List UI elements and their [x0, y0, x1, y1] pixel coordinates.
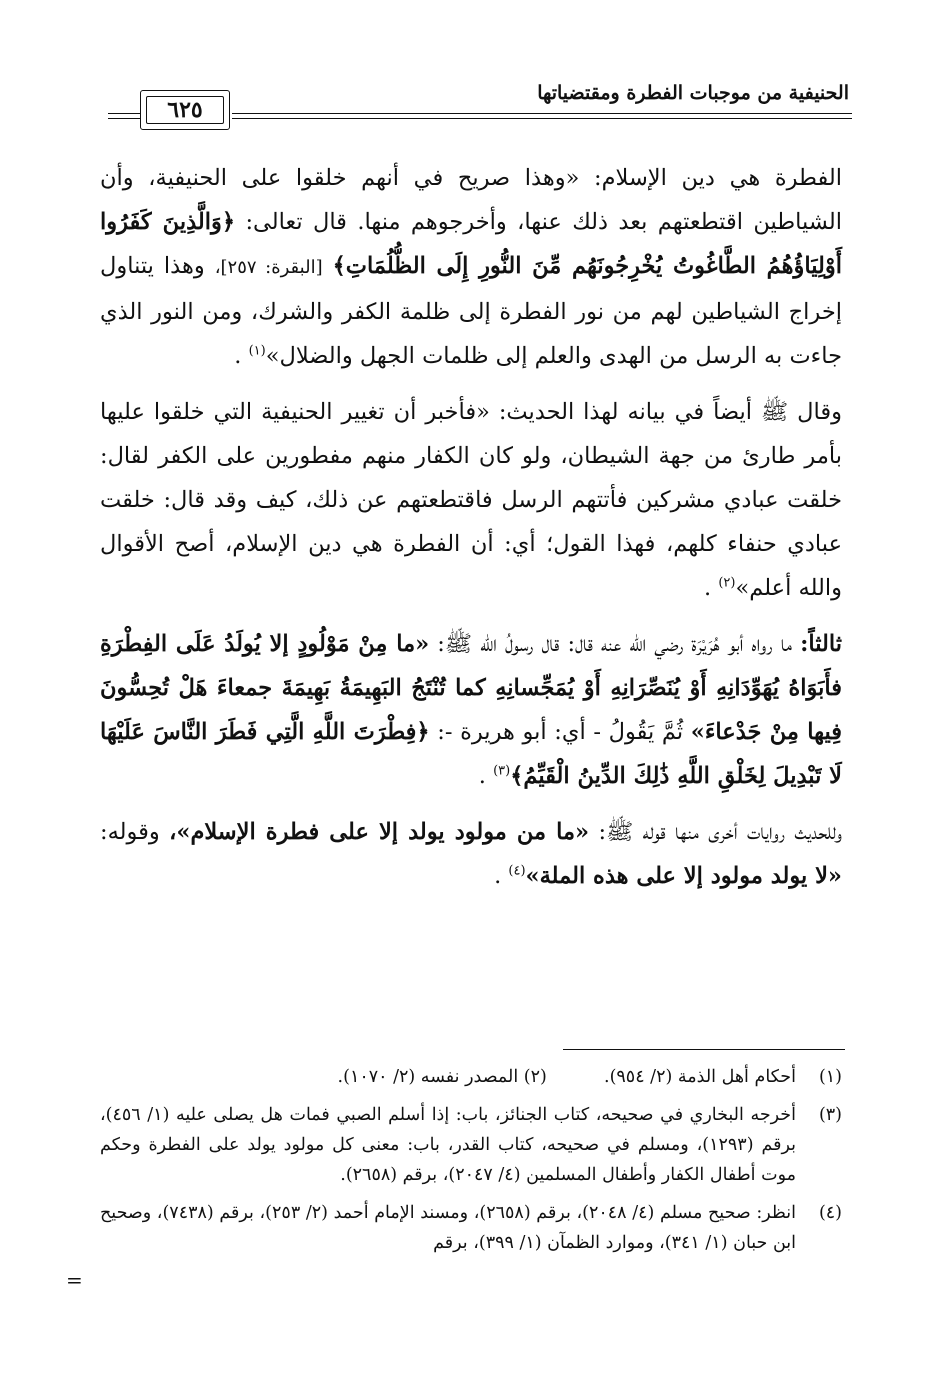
page-number-inner-frame: [146, 96, 224, 124]
header-rule-left: [108, 113, 140, 114]
hadith-variant-2: «لا يولد مولود إلا على هذه الملة»: [525, 863, 842, 889]
paragraph-3-text: ما رواه أبو هُرَيْرَة رضي الله عنه قال: قال رسولُ الله ﷺ:: [437, 631, 792, 657]
page-number-frame: [140, 90, 230, 130]
paragraph-4-end: .: [494, 863, 502, 889]
footnote-ref-3[interactable]: (٣): [493, 763, 511, 779]
footnote-separator: [563, 1049, 845, 1050]
paragraph-1: [100, 156, 842, 378]
hadith-text: «ما مِنْ مَوْلُودٍ إلا يُولَدُ عَلَى الفِطْرَةِ فأَبَوَاهُ يُهَوِّدَانِهِ أَوْ يُنَصِّرَانِهِ أَوْ يُمَجِّسانِهِ كما تُنْتَجُ البَهِيمَةُ بَهِيمَةَ جمعاءَ هَلْ تُحِسُّونَ فِيها مِنْ جَدْعاءَ»: [100, 631, 843, 745]
paragraph-2: [100, 390, 842, 610]
paragraph-3-text-2: ثُمَّ يَقُولُ - أي: أبو هريرة -:: [437, 719, 684, 745]
paragraph-3: [100, 622, 842, 798]
header-rule-thin: [232, 118, 852, 119]
footnote-text: أحكام أهل الذمة (٢/ ٩٥٤).: [604, 1067, 796, 1087]
paragraph-3-lead: ثالثاً:: [800, 631, 842, 657]
page-number: ٦٢٥: [167, 97, 203, 123]
header-rule: [232, 113, 852, 114]
footnote-text: أخرجه البخاري في صحيحه، كتاب الجنائز، باب: إذا أسلم الصبي فمات هل يصلى عليه (١/ ٤٥٦)، برقم (١٢٩٣)، ومسلم في صحيحه، كتاب القدر، باب: معنى كل مولود يولد على الفطرة وحكم موت أطفال الكفار وأطفال المسلمين (٤/ ٢٠٤٧)، برقم (٢٦٥٨).: [100, 1105, 796, 1185]
quran-verse-1: ﴿وَالَّذِينَ كَفَرُوا أَوْلِيَاؤُهُمُ الطَّاغُوتُ يُخْرِجُونَهُم مِّنَ النُّورِ إِلَى الظُّلُمَاتِ﴾: [100, 209, 842, 279]
paragraph-3-end: .: [478, 763, 486, 789]
footnote-ref-1[interactable]: (١): [248, 343, 266, 359]
paragraph-4: [100, 810, 842, 898]
footnote-number: (٢): [523, 1067, 547, 1087]
footnote-4: [100, 1198, 842, 1258]
quran-verse-2: ﴿فِطْرَتَ اللَّهِ الَّتِي فَطَرَ النَّاسَ عَلَيْهَا لَا تَبْدِيلَ لِخَلْقِ اللَّهِ ذَٰلِكَ الدِّينُ الْقَيِّمُ﴾: [100, 719, 842, 789]
footnote-text: انظر: صحيح مسلم (٤/ ٢٠٤٨)، برقم (٢٦٥٨)، ومسند الإمام أحمد (٢/ ٢٥٣)، برقم (٧٤٣٨)، وصحيح ابن حبان (١/ ٣٤١)، وموارد الظمآن (١/ ٣٩٩)، برقم: [100, 1203, 797, 1253]
paragraph-1-text: الفطرة هي دين الإسلام: «وهذا صريح في أنهم خلقوا على الحنيفية، وأن الشياطين اقتطعتهم بعد ذلك عنها، وأخرجوهم منها. قال تعالى:: [100, 165, 842, 235]
continuation-mark: =: [66, 1268, 83, 1292]
footnote-ref-2[interactable]: (٢): [718, 575, 736, 591]
verse-reference: [البقرة: ٢٥٧]،: [214, 257, 323, 278]
footnote-1-2: [100, 1062, 842, 1092]
footnotes: [100, 1062, 842, 1258]
footnote-number: (١): [818, 1067, 842, 1087]
paragraph-2-text: وقال ﷺ أيضاً في بيانه لهذا الحديث: «فأخبر أن تغيير الحنيفية التي خلقوا عليها بأمر طارئ من جهة الشيطان، ولو كان الكفار منهم مفطورين على الكفر لقال: خلقت عبادي مشركين فأتتهم الرسل فاقتطعتهم عن ذلك، كيف وقد قال: خلقت عبادي حنفاء كلهم، فهذا القول؛ أي: أن الفطرة هي دين الإسلام، أصح الأقوال والله أعلم»: [100, 399, 842, 601]
paragraph-1-end: .: [234, 343, 242, 369]
footnote-text: المصدر نفسه (٢/ ١٠٧٠).: [337, 1067, 519, 1087]
footnote-number: (٤): [818, 1203, 842, 1223]
footnote-ref-4[interactable]: (٤): [508, 863, 526, 879]
footnote-number: (٣): [818, 1105, 842, 1125]
paragraph-2-end: .: [704, 575, 712, 601]
paragraph-1-text-2: وهذا يتناول إخراج الشياطين لهم من نور الفطرة إلى ظلمة الكفر والشرك، ومن النور الذي جاءت به الرسل من الهدى والعلم إلى ظلمات الجهل والضلال»: [100, 253, 842, 369]
main-text: [100, 156, 842, 898]
running-title: الحنيفية من موجبات الفطرة ومقتضياتها: [537, 82, 849, 104]
hadith-variant-1: «ما من مولود يولد إلا على فطرة الإسلام»،: [169, 819, 590, 845]
footnote-3: [100, 1100, 842, 1190]
paragraph-4-text: وللحديث روايات أخرى منها قوله ﷺ:: [598, 819, 842, 845]
header-rule-left-thin: [108, 118, 140, 119]
paragraph-4-text-2: وقوله:: [100, 819, 160, 845]
